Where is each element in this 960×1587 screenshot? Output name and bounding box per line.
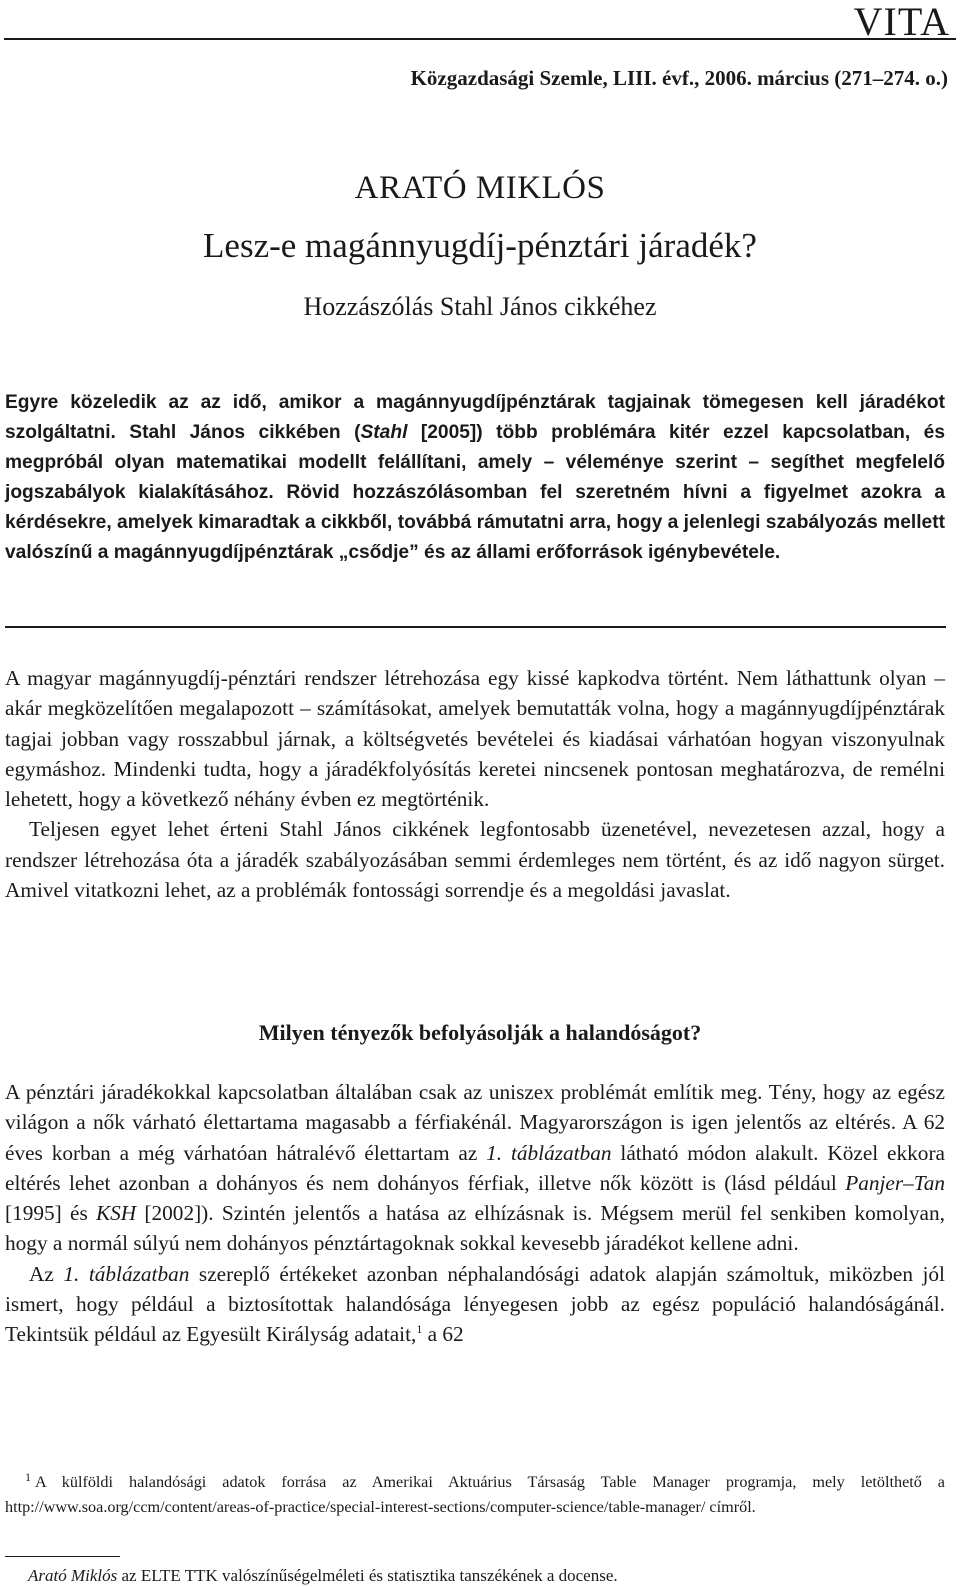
section-p2-text-b: szereplő értékeket azonban néphalandósági adatok alapján számoltuk, miközben jól ismert, hogy például a biztosítottak halandósága lényegesen jobb az egész populáció halandóságánál. Tekintsük például az Egyesült Királyság adatait, xyxy=(5,1261,945,1347)
section-p2-text-a: Az xyxy=(29,1261,64,1286)
section-p1-text-d: [2002]). Szintén jelentős a hatása az elhízásnak is. Mégsem merül fel senkiben komolyan, hogy a normál súlyú nem dohányos pénztártagoknak sokkal kevesebb járadékot kellene adni. xyxy=(5,1201,945,1256)
section-p1-text-b: látható módon alakult. Közel ekkora eltérés lehet azonban a dohányos és nem dohányos férfiak, illetve nők között is (lásd például xyxy=(5,1140,945,1195)
footnote-marker: 1 xyxy=(416,1322,423,1337)
abstract xyxy=(5,388,945,568)
section-paragraph-1 xyxy=(5,1077,945,1259)
table-reference: 1. táblázatban xyxy=(486,1140,612,1165)
footnote-divider xyxy=(5,1556,120,1557)
intro-section xyxy=(5,663,945,905)
section-p1-text-c: [1995] és xyxy=(5,1201,96,1226)
abstract-text-1: Egyre közeledik az az idő, amikor a magánnyugdíjpénztárak tagjainak tömegesen kell járadékot szolgáltatni. Stahl János cikkében ( xyxy=(5,392,945,443)
section-heading: Milyen tényezők befolyásolják a halandóságot? xyxy=(258,1020,702,1045)
section-paragraph-2 xyxy=(5,1259,945,1350)
article-title: Lesz-e magánnyugdíj-pénztári járadék? xyxy=(203,226,757,265)
author-note-text: az ELTE TTK valószínűségelméleti és statisztika tanszékének a docense. xyxy=(117,1566,618,1585)
footnote xyxy=(5,1470,945,1519)
footnote-number: 1 xyxy=(25,1469,31,1484)
intro-paragraph-2: Teljesen egyet lehet érteni Stahl János cikkének legfontosabb üzenetével, nevezetesen azzal, hogy a rendszer létrehozása óta a járadék szabályozásában semmi érdemleges nem történt, és az idő nagyon sürget. Amivel vitatkozni lehet, az a problémák fontossági sorrendje és a megoldási javaslat. xyxy=(5,817,945,903)
section-p1-text-a: A pénztári járadékokkal kapcsolatban általában csak az uniszex problémát említik meg. Tény, hogy az egész világon a nők várható élettartama magasabb a férfiakénál. Magyarországon is igen jelentős az eltérés. A 62 éves korban a még várhatóan hátralévő élettartam az xyxy=(5,1080,945,1165)
article-subtitle: Hozzászólás Stahl János cikkéhez xyxy=(303,292,657,321)
intro-paragraph-1: A magyar magánnyugdíj-pénztári rendszer létrehozása egy kissé kapkodva történt. Nem láthattunk olyan – akár megközelítően megalapozott – számításokat, amelyek bemutatták volna, hogy a magánnyugdíjpénztárak tagjai jobban vagy rosszabbul járnak, a költségvetés bevételei és kiadásai várhatóan hogyan viszonyulnak egymáshoz. Mindenki tudta, hogy a járadékfolyósítás keretei nincsenek pontosan meghatározva, de remélni lehetett, hogy a következő néhány évben ez megtörténik. xyxy=(5,666,945,812)
abstract-divider xyxy=(5,626,946,628)
article-author: ARATÓ MIKLÓS xyxy=(354,170,606,206)
abstract-ref-stahl: Stahl xyxy=(360,422,408,443)
table-reference: 1. táblázatban xyxy=(63,1261,190,1286)
citation-ksh: KSH xyxy=(95,1201,137,1226)
author-note-name: Arató Miklós xyxy=(28,1566,118,1585)
author-note xyxy=(28,1565,618,1587)
footnote-text: A külföldi halandósági adatok forrása az Amerikai Aktuárius Társaság Table Manager programja, mely letölthető a http://www.soa.org/ccm/content/areas-of-practice/special-interest-sections/computer-science/table-manager/ címről. xyxy=(5,1473,945,1516)
journal-citation: Közgazdasági Szemle, LIII. évf., 2006. március (271–274. o.) xyxy=(410,66,948,90)
section-label: VITA xyxy=(853,0,950,44)
top-rule xyxy=(4,38,956,40)
section-body xyxy=(5,1077,945,1350)
citation-panjer-tan: Panjer–Tan xyxy=(845,1170,945,1195)
section-p2-text-c: a 62 xyxy=(422,1322,464,1347)
abstract-text-2: [2005]) több problémára kitér ezzel kapcsolatban, és megpróbál olyan matematikai modellt felállítani, amely – véleménye szerint – segíthet megfelelő jogszabályok kialakításához. Rövid hozzászólásomban fel szeretném hívni a figyelmet azokra a kérdésekre, amelyek kimaradtak a cikkből, továbbá rámutatni arra, hogy a jelenlegi szabályozás mellett valószínű a magánnyugdíjpénztárak „csődje” és az állami erőforrások igénybevétele. xyxy=(5,422,946,563)
